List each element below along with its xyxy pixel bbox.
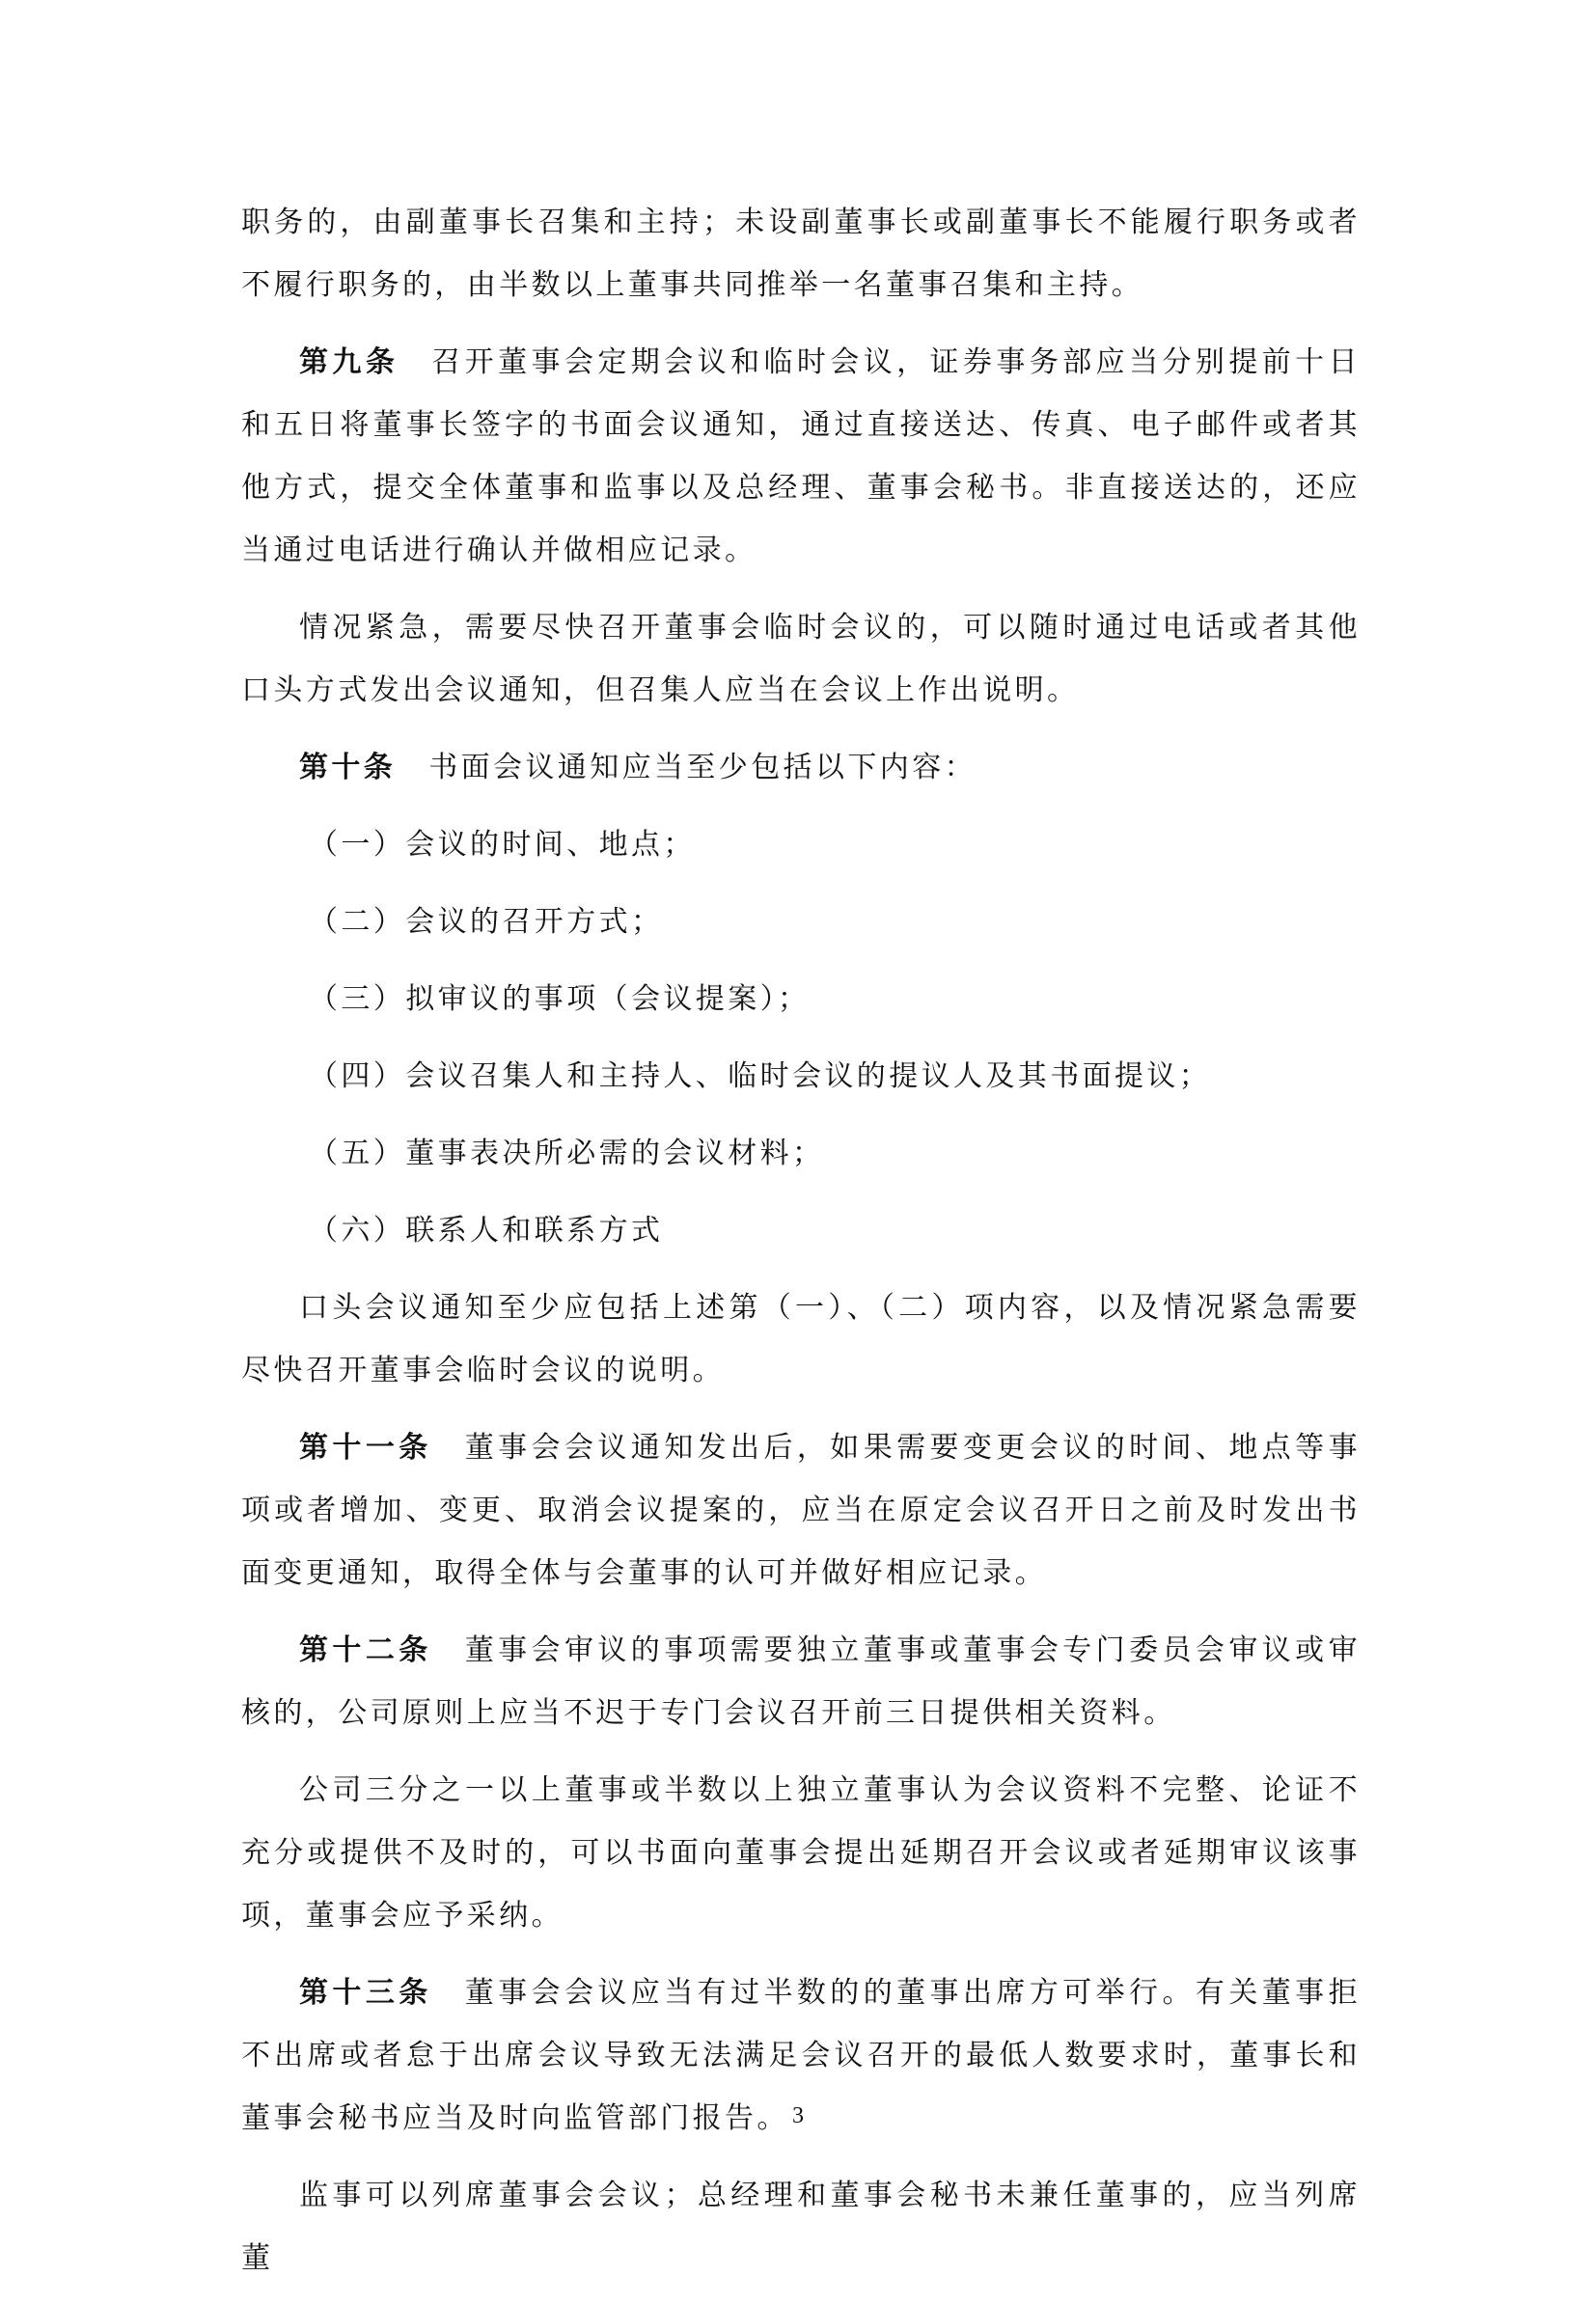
- paragraph-text: 董事会审议的事项需要独立董事或董事会专门委员会审议或审核的，公司原则上应当不迟于专门会议召开前三日提供相关资料。: [241, 1633, 1361, 1730]
- paragraph-text: 职务的，由副董事长召集和主持；未设副董事长或副董事长不能履行职务或者不履行职务的，由半数以上董事共同推举一名董事召集和主持。: [241, 206, 1361, 302]
- notice-contents-list: [241, 813, 1361, 1262]
- paragraph-text: 董事会会议应当有过半数的的董事出席方可举行。有关董事拒不出席或者怠于出席会议导致无法满足会议召开的最低人数要求时，董事长和董事会秘书应当及时向监管部门报告。: [241, 1976, 1361, 2135]
- document-page: [241, 191, 1361, 2304]
- article-10: [241, 736, 1361, 799]
- paragraph-continuation: [241, 191, 1361, 316]
- list-item: （五）董事表决所必需的会议材料；: [309, 1137, 825, 1170]
- article-9: [241, 331, 1361, 582]
- paragraph-attendance: [241, 2164, 1361, 2290]
- paragraph-text: 召开董事会定期会议和临时会议，证券事务部应当分别提前十日和五日将董事长签字的书面会议通知，通过直接送达、传真、电子邮件或者其他方式，提交全体董事和监事以及总经理、董事会秘书。非直接送达的，还应当通过电话进行确认并做相应记录。: [241, 345, 1361, 567]
- article-heading: 第十二条: [299, 1633, 432, 1667]
- list-item: （二）会议的召开方式；: [309, 905, 664, 939]
- list-item: （六）联系人和联系方式: [309, 1214, 664, 1248]
- paragraph-text: 监事可以列席董事会会议；总经理和董事会秘书未兼任董事的，应当列席董: [241, 2179, 1361, 2275]
- paragraph-text: 公司三分之一以上董事或半数以上独立董事认为会议资料不完整、论证不充分或提供不及时的，可以书面向董事会提出延期召开会议或者延期审议该事项，董事会应予采纳。: [241, 1773, 1361, 1933]
- page-number: 3: [792, 2103, 804, 2128]
- paragraph-text: 书面会议通知应当至少包括以下内容：: [428, 751, 977, 784]
- paragraph-delay-request: [241, 1759, 1361, 1947]
- list-item: （一）会议的时间、地点；: [309, 828, 696, 862]
- list-item: （三）拟审议的事项（会议提案）；: [309, 982, 811, 1016]
- article-heading: 第十三条: [299, 1976, 432, 2010]
- paragraph-text: 口头会议通知至少应包括上述第（一）、（二）项内容，以及情况紧急需要尽快召开董事会临时会议的说明。: [241, 1291, 1361, 1387]
- paragraph-oral-notice: [241, 1276, 1361, 1402]
- paragraph-emergency-notice: [241, 596, 1361, 722]
- article-12: [241, 1619, 1361, 1744]
- article-heading: 第九条: [299, 345, 399, 379]
- article-heading: 第十条: [299, 751, 397, 784]
- list-item: （四）会议召集人和主持人、临时会议的提议人及其书面提议；: [309, 1059, 1212, 1093]
- article-heading: 第十一条: [299, 1431, 432, 1465]
- paragraph-text: 董事会会议通知发出后，如果需要变更会议的时间、地点等事项或者增加、变更、取消会议提案的，应当在原定会议召开日之前及时发出书面变更通知，取得全体与会董事的认可并做好相应记录。: [241, 1431, 1361, 1590]
- article-11: [241, 1416, 1361, 1605]
- paragraph-text: 情况紧急，需要尽快召开董事会临时会议的，可以随时通过电话或者其他口头方式发出会议通知，但召集人应当在会议上作出说明。: [241, 611, 1361, 707]
